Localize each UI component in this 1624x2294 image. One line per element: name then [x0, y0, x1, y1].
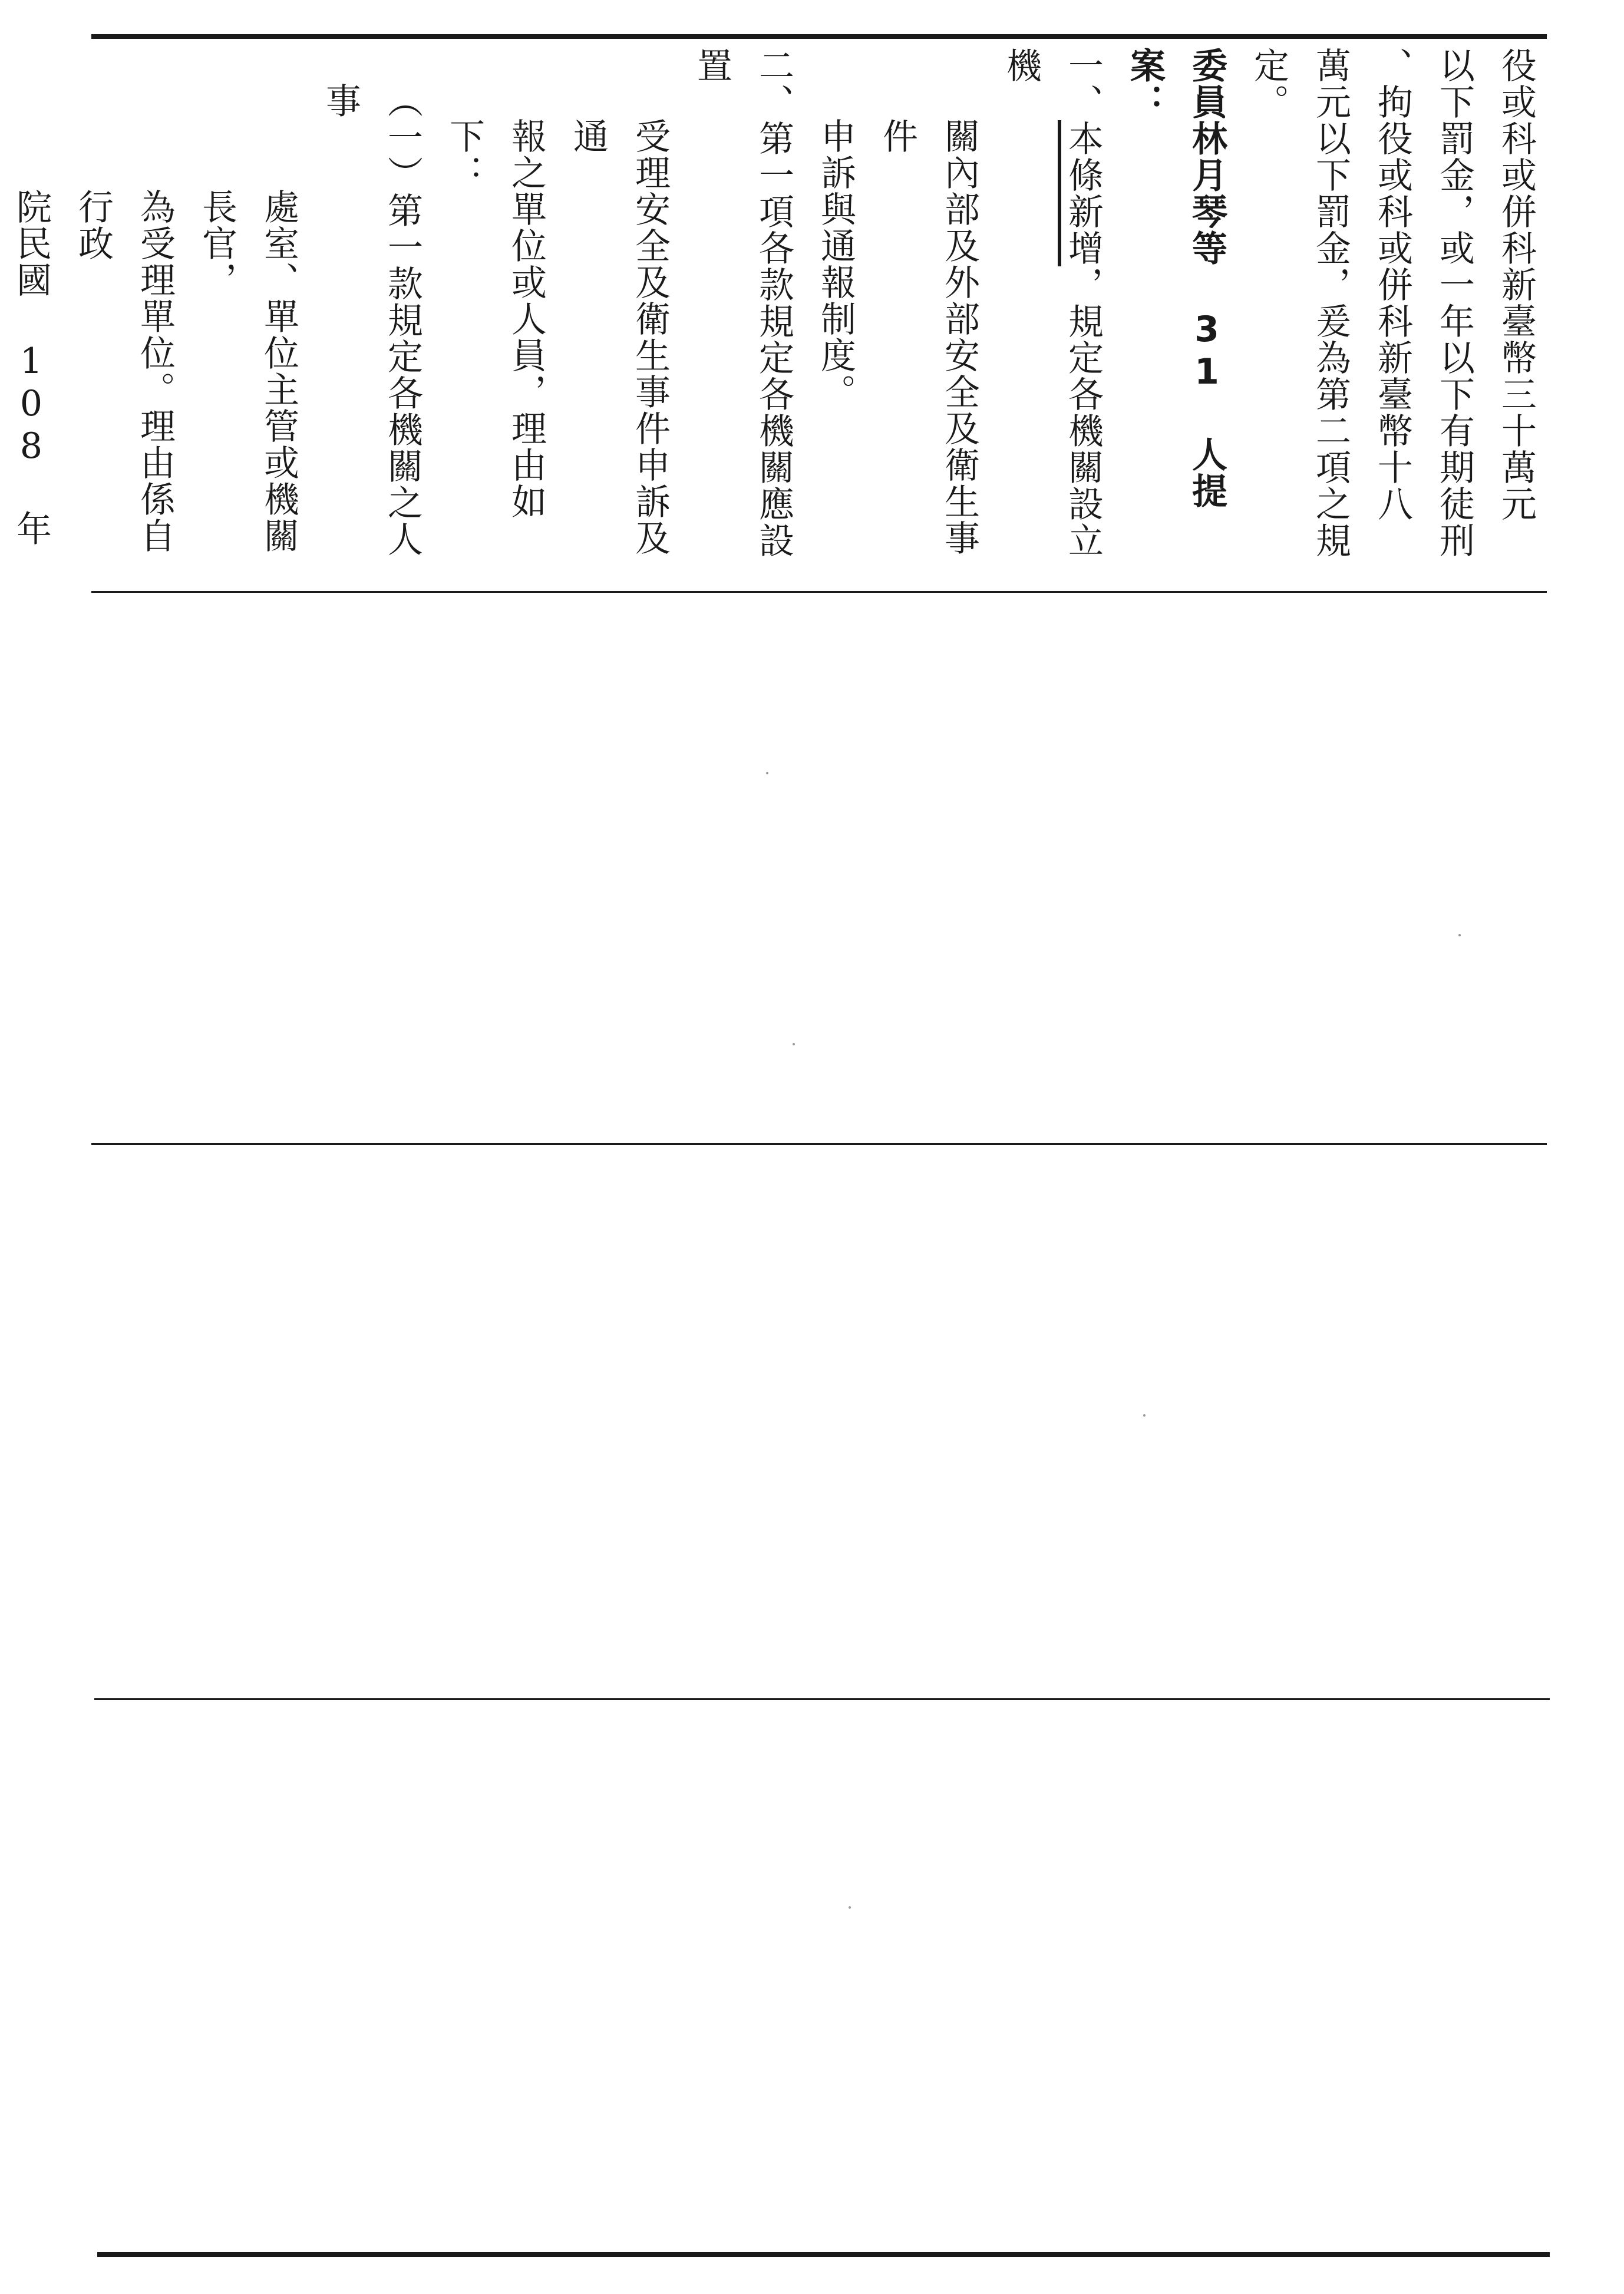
sub-1-line-3: 為受理單位。理由係自行政: [72, 189, 176, 554]
proposal-title: 委員林月琴等 31 人提案：: [1124, 47, 1227, 509]
item-1-line-1: [990, 47, 1114, 580]
bottom-rule: [97, 2252, 1550, 2257]
item-2-line-2: 受理安全及衛生事件申訴及通: [567, 118, 671, 556]
scan-speck: [1143, 1414, 1146, 1417]
item-1-line-3: 申訴與通報制度。: [815, 118, 856, 410]
scan-speck: [1458, 934, 1461, 936]
text-column: 以下罰金，或一年以下有期徒刑: [1434, 47, 1475, 559]
item-1-rest: ，規定各機關設立機: [1001, 47, 1104, 559]
sub-1-line-2: 處室、單位主管或機關長官，: [196, 189, 299, 554]
text-column: 役或科或併科新臺幣三十萬元: [1496, 47, 1537, 522]
text-panel: [11, 47, 1547, 580]
section-divider: [94, 1698, 1550, 1700]
section-divider: [91, 1143, 1547, 1145]
top-rule: [91, 34, 1547, 39]
sub-1-line-4: 院民國 108 年: [11, 189, 52, 547]
text-column: 、拘役或科或併科新臺幣十八: [1372, 47, 1413, 522]
item-1-prefix: 一、: [1062, 47, 1104, 120]
text-column: 定。: [1248, 47, 1289, 120]
scan-speck: [849, 1906, 851, 1909]
item-2-line-3: 報之單位或人員，理由如下：: [444, 118, 547, 520]
section-divider: [91, 591, 1547, 593]
item-1-line-2: 關內部及外部安全及衛生事件: [877, 118, 980, 556]
sub-1-line-1: （一）第一款規定各機關之人事: [320, 82, 423, 557]
text-column: 萬元以下罰金，爰為第二項之規: [1310, 47, 1351, 559]
scan-speck: [766, 772, 768, 774]
item-1-underlined: 本條新增: [1062, 120, 1104, 266]
scan-speck: [793, 1043, 795, 1045]
item-2-line-1: 二、第一項各款規定各機關應設置: [691, 47, 794, 559]
